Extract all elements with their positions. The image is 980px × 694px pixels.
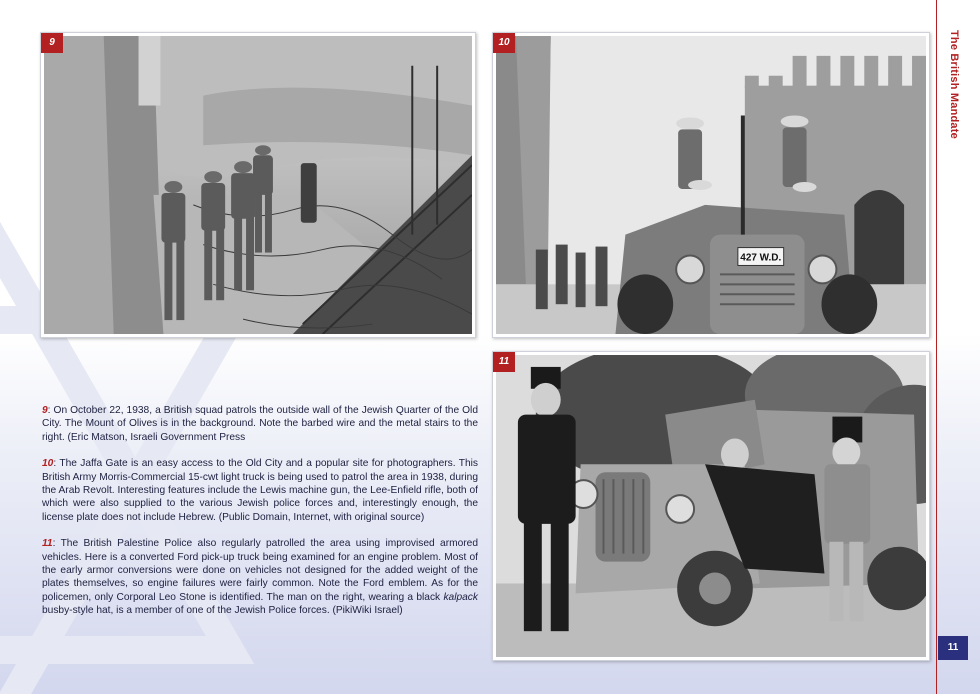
page-number: 11: [938, 636, 968, 660]
photo-9-image: [44, 36, 472, 334]
photo-10-jaffa-gate-truck: [492, 32, 930, 338]
captions: [42, 404, 478, 631]
photo-11-image: [496, 355, 926, 657]
caption-9-text: : On October 22, 1938, a British squad patrols the outside wall of the Jewish Quarter of the Old City. The Mount of Olives is in the background. Note the barbed wire and the metal stairs to the right. (Eric Matson, Israeli Government Press: [42, 405, 478, 443]
caption-10-text: : The Jaffa Gate is an easy access to the Old City and a popular site for photographers. This British Army Morris-Commercial 15-cwt light truck is being used to patrol the area in 1938, during the Arab Revolt. Interesting features include the Lewis machine gun, the Lee-Enfield rifle, both of which were also supplied to the various Jewish police forces and, interestingly enough, the license plate does not include Hebrew. (Public Domain, Internet, with original source): [42, 458, 478, 523]
photo-9-number-badge: 9: [41, 33, 63, 53]
side-rule: [936, 0, 937, 694]
caption-11-number: 11: [42, 538, 53, 550]
photo-9-squad-patrol: [40, 32, 476, 338]
photo-11-police-truck: [492, 351, 930, 661]
caption-11-text-before: : The British Palestine Police also regularly patrolled the area using improvised armored vehicles. Here is a converted Ford pick-up truck being examined for an engine problem. Most of the early armor conversions were done on vehicles not designed for the added weight of the plates themselves, so engine failures were fairly common. Note the Ford emblem. As for the policemen, only Corporal Leo Stone is identified. The man on the right, wearing a black: [42, 538, 478, 603]
caption-9: [42, 404, 478, 444]
caption-9-number: 9: [42, 405, 48, 416]
caption-11-italic: kalpack: [443, 591, 478, 603]
caption-10-number: 10: [42, 458, 54, 470]
chapter-title: The British Mandate: [948, 30, 960, 139]
caption-11: [42, 537, 478, 617]
photo-10-image: [496, 36, 926, 334]
caption-10: [42, 457, 478, 524]
photo-10-number-badge: 10: [493, 33, 515, 53]
photo-11-number-badge: 11: [493, 352, 515, 372]
caption-11-text-after: busby-style hat, is a member of one of the Jewish Police forces. (PikiWiki Israel): [42, 605, 403, 617]
license-plate: 427 W.D.: [740, 252, 782, 264]
